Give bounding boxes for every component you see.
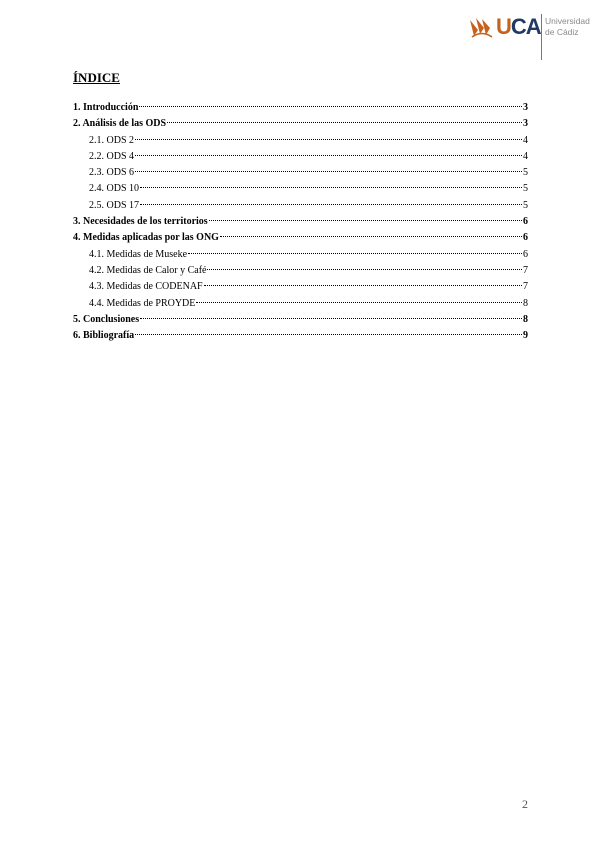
toc-entry[interactable]: [73, 279, 528, 295]
uca-wordmark: UCA: [496, 14, 541, 39]
toc-entry-label: 2.3. ODS 6: [89, 167, 135, 179]
toc-leader-dots: [188, 253, 522, 254]
university-name: [545, 16, 590, 38]
toc-entry-label: 4.3. Medidas de CODENAF: [89, 281, 203, 293]
toc-entry-page: 7: [523, 281, 528, 293]
toc-entry[interactable]: [73, 100, 528, 116]
table-of-contents: [73, 100, 528, 344]
toc-entry-page: 3: [523, 118, 528, 130]
toc-leader-dots: [135, 334, 522, 335]
toc-entry-page: 7: [523, 264, 528, 276]
toc-entry-page: 6: [523, 216, 528, 228]
university-line-1: Universidad: [545, 16, 590, 26]
toc-leader-dots: [220, 236, 522, 237]
toc-entry[interactable]: [73, 214, 528, 230]
toc-leader-dots: [139, 106, 522, 107]
toc-entry-page: 5: [523, 183, 528, 195]
toc-entry-page: 8: [523, 297, 528, 309]
toc-entry-label: 4.1. Medidas de Museke: [89, 248, 188, 260]
toc-leader-dots: [209, 220, 522, 221]
toc-entry[interactable]: [73, 296, 528, 312]
toc-entry[interactable]: [73, 198, 528, 214]
uca-emblem-icon: [468, 16, 496, 40]
toc-entry-label: 1. Introducción: [73, 102, 139, 113]
toc-leader-dots: [167, 122, 522, 123]
logo-divider: [541, 14, 542, 60]
toc-entry-label: 3. Necesidades de los territorios: [73, 216, 208, 228]
toc-entry-label: 2.1. ODS 2: [89, 134, 135, 146]
toc-entry-label: 2.4. ODS 10: [89, 183, 140, 195]
toc-title: ÍNDICE: [73, 70, 120, 85]
page-number: 2: [522, 797, 528, 811]
toc-entry-label: 6. Bibliografía: [73, 330, 135, 342]
toc-entry-label: 2. Análisis de las ODS: [73, 118, 167, 130]
toc-leader-dots: [140, 187, 522, 188]
university-line-2: de Cádiz: [545, 27, 579, 37]
toc-entry[interactable]: [73, 116, 528, 132]
toc-leader-dots: [135, 171, 522, 172]
toc-entry[interactable]: [73, 263, 528, 279]
toc-entry-page: 8: [523, 313, 528, 325]
toc-leader-dots: [140, 318, 522, 319]
toc-entry-label: 2.5. ODS 17: [89, 199, 140, 211]
toc-entry[interactable]: [73, 312, 528, 328]
toc-entry[interactable]: [73, 149, 528, 165]
toc-entry-page: 4: [523, 150, 528, 162]
toc-leader-dots: [135, 139, 522, 140]
toc-entry-page: 6: [523, 248, 528, 260]
toc-entry[interactable]: [73, 230, 528, 246]
toc-entry-label: 2.2. ODS 4: [89, 150, 135, 162]
toc-leader-dots: [196, 302, 522, 303]
toc-entry-page: 3: [523, 102, 528, 113]
toc-entry[interactable]: [73, 247, 528, 263]
toc-entry-label: 4.2. Medidas de Calor y Café: [89, 264, 207, 276]
toc-leader-dots: [135, 155, 522, 156]
toc-entry-page: 5: [523, 199, 528, 211]
toc-entry[interactable]: [73, 328, 528, 344]
toc-entry[interactable]: [73, 133, 528, 149]
toc-entry-page: 5: [523, 167, 528, 179]
toc-leader-dots: [207, 269, 522, 270]
uca-logo: [468, 10, 590, 58]
toc-entry-page: 9: [523, 330, 528, 342]
toc-entry-page: 4: [523, 134, 528, 146]
toc-entry[interactable]: [73, 165, 528, 181]
toc-entry-label: 5. Conclusiones: [73, 313, 140, 325]
toc-entry[interactable]: [73, 181, 528, 197]
toc-leader-dots: [204, 285, 522, 286]
toc-entry-label: 4. Medidas aplicadas por las ONG: [73, 232, 219, 244]
toc-entry-label: 4.4. Medidas de PROYDE: [89, 297, 196, 309]
toc-entry-page: 6: [523, 232, 528, 244]
toc-leader-dots: [140, 204, 522, 205]
